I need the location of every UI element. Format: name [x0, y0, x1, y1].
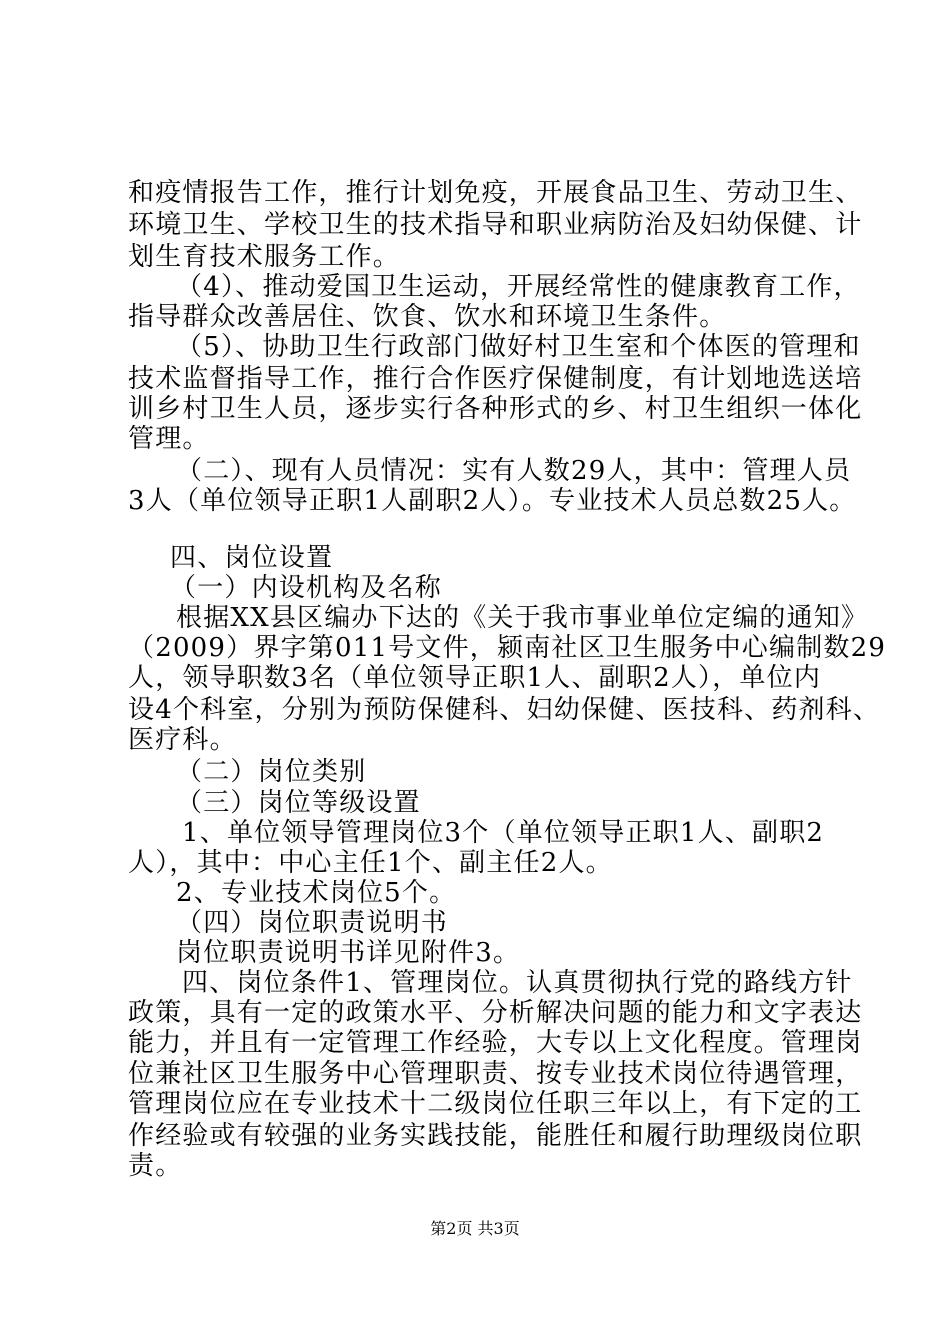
- paragraph-line: 能力，并且有一定管理工作经验，大专以上文化程度。管理岗: [128, 1028, 863, 1058]
- paragraph-line: 管理岗位应在专业技术十二级岗位任职三年以上，有下定的工: [128, 1089, 863, 1119]
- paragraph-line: 1、单位领导管理岗位3个（单位领导正职1人、副职2: [182, 818, 825, 848]
- paragraph-line: 环境卫生、学校卫生的技术指导和职业病防治及妇幼保健、计: [128, 210, 863, 240]
- paragraph-line: 设4个科室，分别为预防保健科、妇幼保健、医技科、药剂科、: [128, 695, 881, 725]
- paragraph-line: （2009）界字第011号文件，颍南社区卫生服务中心编制数29: [128, 633, 887, 663]
- paragraph-line: 责。: [128, 1151, 183, 1181]
- paragraph-line: 和疫情报告工作，推行计划免疫，开展食品卫生、劳动卫生、: [128, 178, 863, 208]
- paragraph-line: 指导群众改善居住、饮食、饮水和环境卫生条件。: [128, 302, 727, 332]
- paragraph-line: （二）、现有人员情况：实有人数29人，其中：管理人员: [176, 456, 852, 486]
- paragraph-line: 政策，具有一定的政策水平、分析解决问题的能力和文字表达: [128, 998, 863, 1028]
- paragraph-line: 位兼社区卫生服务中心管理职责、按专业技术岗位待遇管理，: [128, 1059, 863, 1089]
- paragraph-line: 人），其中：中心主任1个、副主任2人。: [128, 848, 613, 878]
- subsection-heading: （一）内设机构及名称: [170, 573, 443, 603]
- paragraph-line: 2、专业技术岗位5个。: [176, 878, 457, 908]
- paragraph-line: （5）、协助卫生行政部门做好村卫生室和个体医的管理和: [176, 332, 861, 362]
- paragraph-line: 岗位职责说明书详见附件3。: [176, 938, 521, 968]
- paragraph-line: 人，领导职数3名（单位领导正职1人、副职2人），单位内: [128, 663, 822, 693]
- section-heading: 四、岗位设置: [170, 543, 334, 573]
- paragraph-line: 训乡村卫生人员，逐步实行各种形式的乡、村卫生组织一体化: [128, 394, 863, 424]
- subsection-heading: （四）岗位职责说明书: [176, 908, 449, 938]
- paragraph-line: 四、岗位条件1、管理岗位。认真贯彻执行党的路线方针: [182, 968, 853, 998]
- paragraph-line: 根据XX县区编办下达的《关于我市事业单位定编的通知》: [176, 603, 869, 633]
- paragraph-line: 技术监督指导工作，推行合作医疗保健制度，有计划地选送培: [128, 364, 863, 394]
- paragraph-line: 3人（单位领导正职1人副职2人）。专业技术人员总数25人。: [128, 486, 857, 516]
- paragraph-line: 医疗科。: [128, 725, 237, 755]
- subsection-heading: （三）岗位等级设置: [176, 788, 421, 818]
- paragraph-line: （4）、推动爱国卫生运动，开展经常性的健康教育工作，: [176, 272, 861, 302]
- page-footer: 第2页 共3页: [430, 1219, 520, 1238]
- paragraph-line: 划生育技术服务工作。: [128, 242, 401, 272]
- subsection-heading: （二）岗位类别: [176, 757, 367, 787]
- paragraph-line: 管理。: [128, 424, 210, 454]
- paragraph-line: 作经验或有较强的业务实践技能，能胜任和履行助理级岗位职: [128, 1121, 863, 1151]
